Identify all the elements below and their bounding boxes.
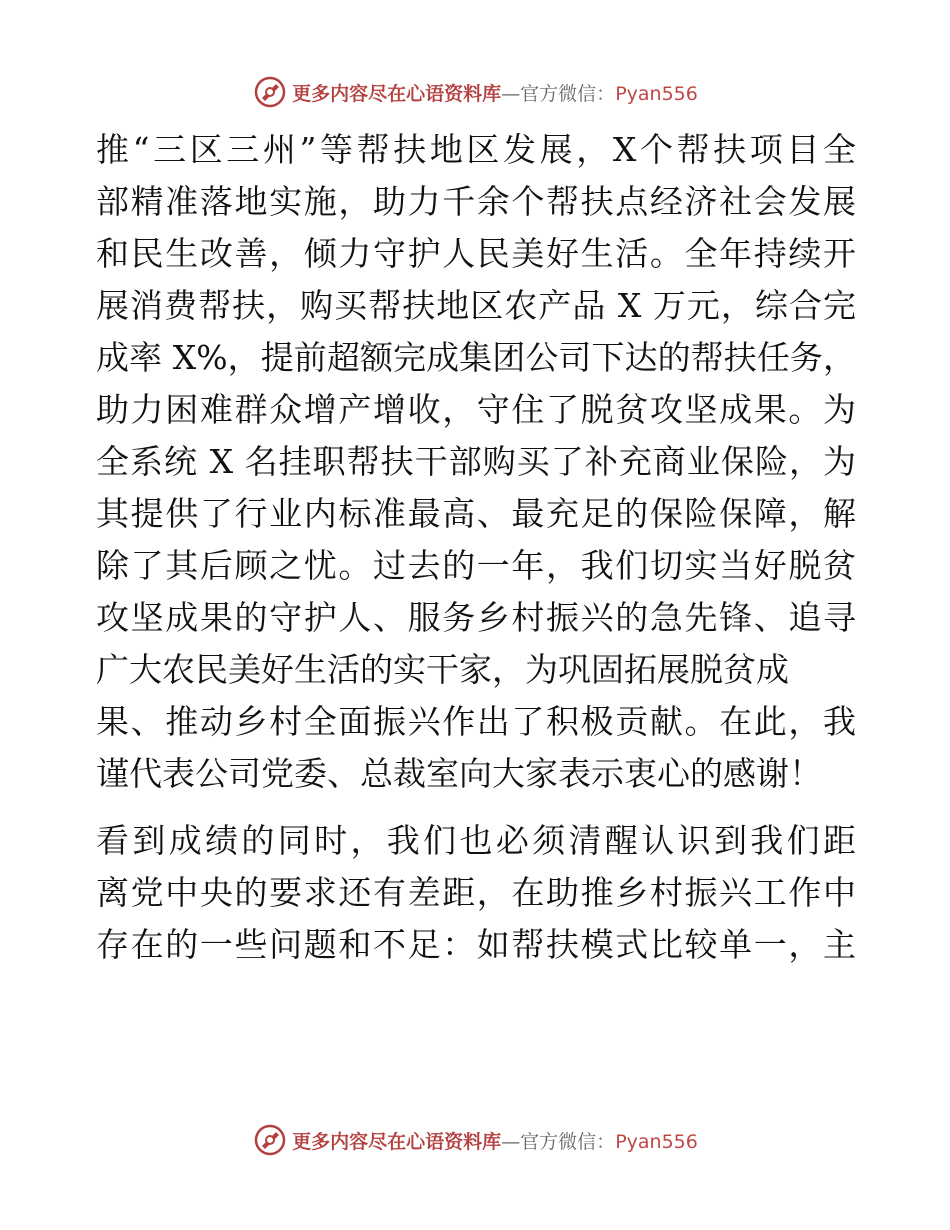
footer-text	[292, 1127, 698, 1154]
header-dash: —	[501, 82, 521, 105]
header-wechat-id: Pyan556	[615, 82, 698, 105]
text-line: 攻坚成果的守护人、服务乡村振兴的急先锋、追寻	[96, 598, 856, 637]
text-line: 和民生改善，倾力守护人民美好生活。全年持续开	[96, 234, 856, 273]
text-line: 果、推动乡村全面振兴作出了积极贡献。在此，我	[96, 702, 856, 741]
text-line: 推“三区三州”等帮扶地区发展，X个帮扶项目全	[96, 130, 856, 169]
document-body	[96, 124, 856, 971]
paragraph-2	[96, 815, 856, 971]
text-line: 全系统 X 名挂职帮扶干部购买了补充商业保险，为	[96, 442, 856, 481]
footer-wechat-id: Pyan556	[615, 1130, 698, 1153]
header-text	[292, 79, 698, 106]
footer-site-name: 更多内容尽在心语资料库	[292, 1130, 502, 1153]
text-line: 存在的一些问题和不足：如帮扶模式比较单一，主	[96, 925, 856, 964]
text-line: 其提供了行业内标准最高、最充足的保险保障，解	[96, 494, 856, 533]
text-line: 除了其后顾之忧。过去的一年，我们切实当好脱贫	[96, 546, 856, 585]
brand-logo-icon	[252, 1122, 288, 1158]
paragraph-1	[96, 124, 856, 800]
footer-dash: —	[501, 1130, 521, 1153]
text-line: 成率 X%，提前超额完成集团公司下达的帮扶任务，	[96, 338, 856, 377]
header-site-name: 更多内容尽在心语资料库	[292, 82, 502, 105]
text-line: 看到成绩的同时，我们也必须清醒认识到我们距	[96, 821, 856, 860]
text-line: 离党中央的要求还有差距，在助推乡村振兴工作中	[96, 873, 856, 912]
text-line: 展消费帮扶，购买帮扶地区农产品 X 万元，综合完	[96, 286, 856, 325]
brand-logo-icon	[252, 74, 288, 110]
header-wechat-label: 官方微信：	[520, 82, 616, 105]
header-banner	[0, 72, 950, 112]
footer-banner	[0, 1120, 950, 1160]
text-line: 部精准落地实施，助力千余个帮扶点经济社会发展	[96, 182, 856, 221]
text-line: 助力困难群众增产增收，守住了脱贫攻坚成果。为	[96, 390, 856, 429]
text-line: 广大农民美好生活的实干家，为巩固拓展脱贫成	[96, 650, 789, 689]
footer-wechat-label: 官方微信：	[520, 1130, 616, 1153]
text-line: 谨代表公司党委、总裁室向大家表示衷心的感谢！	[96, 754, 822, 793]
